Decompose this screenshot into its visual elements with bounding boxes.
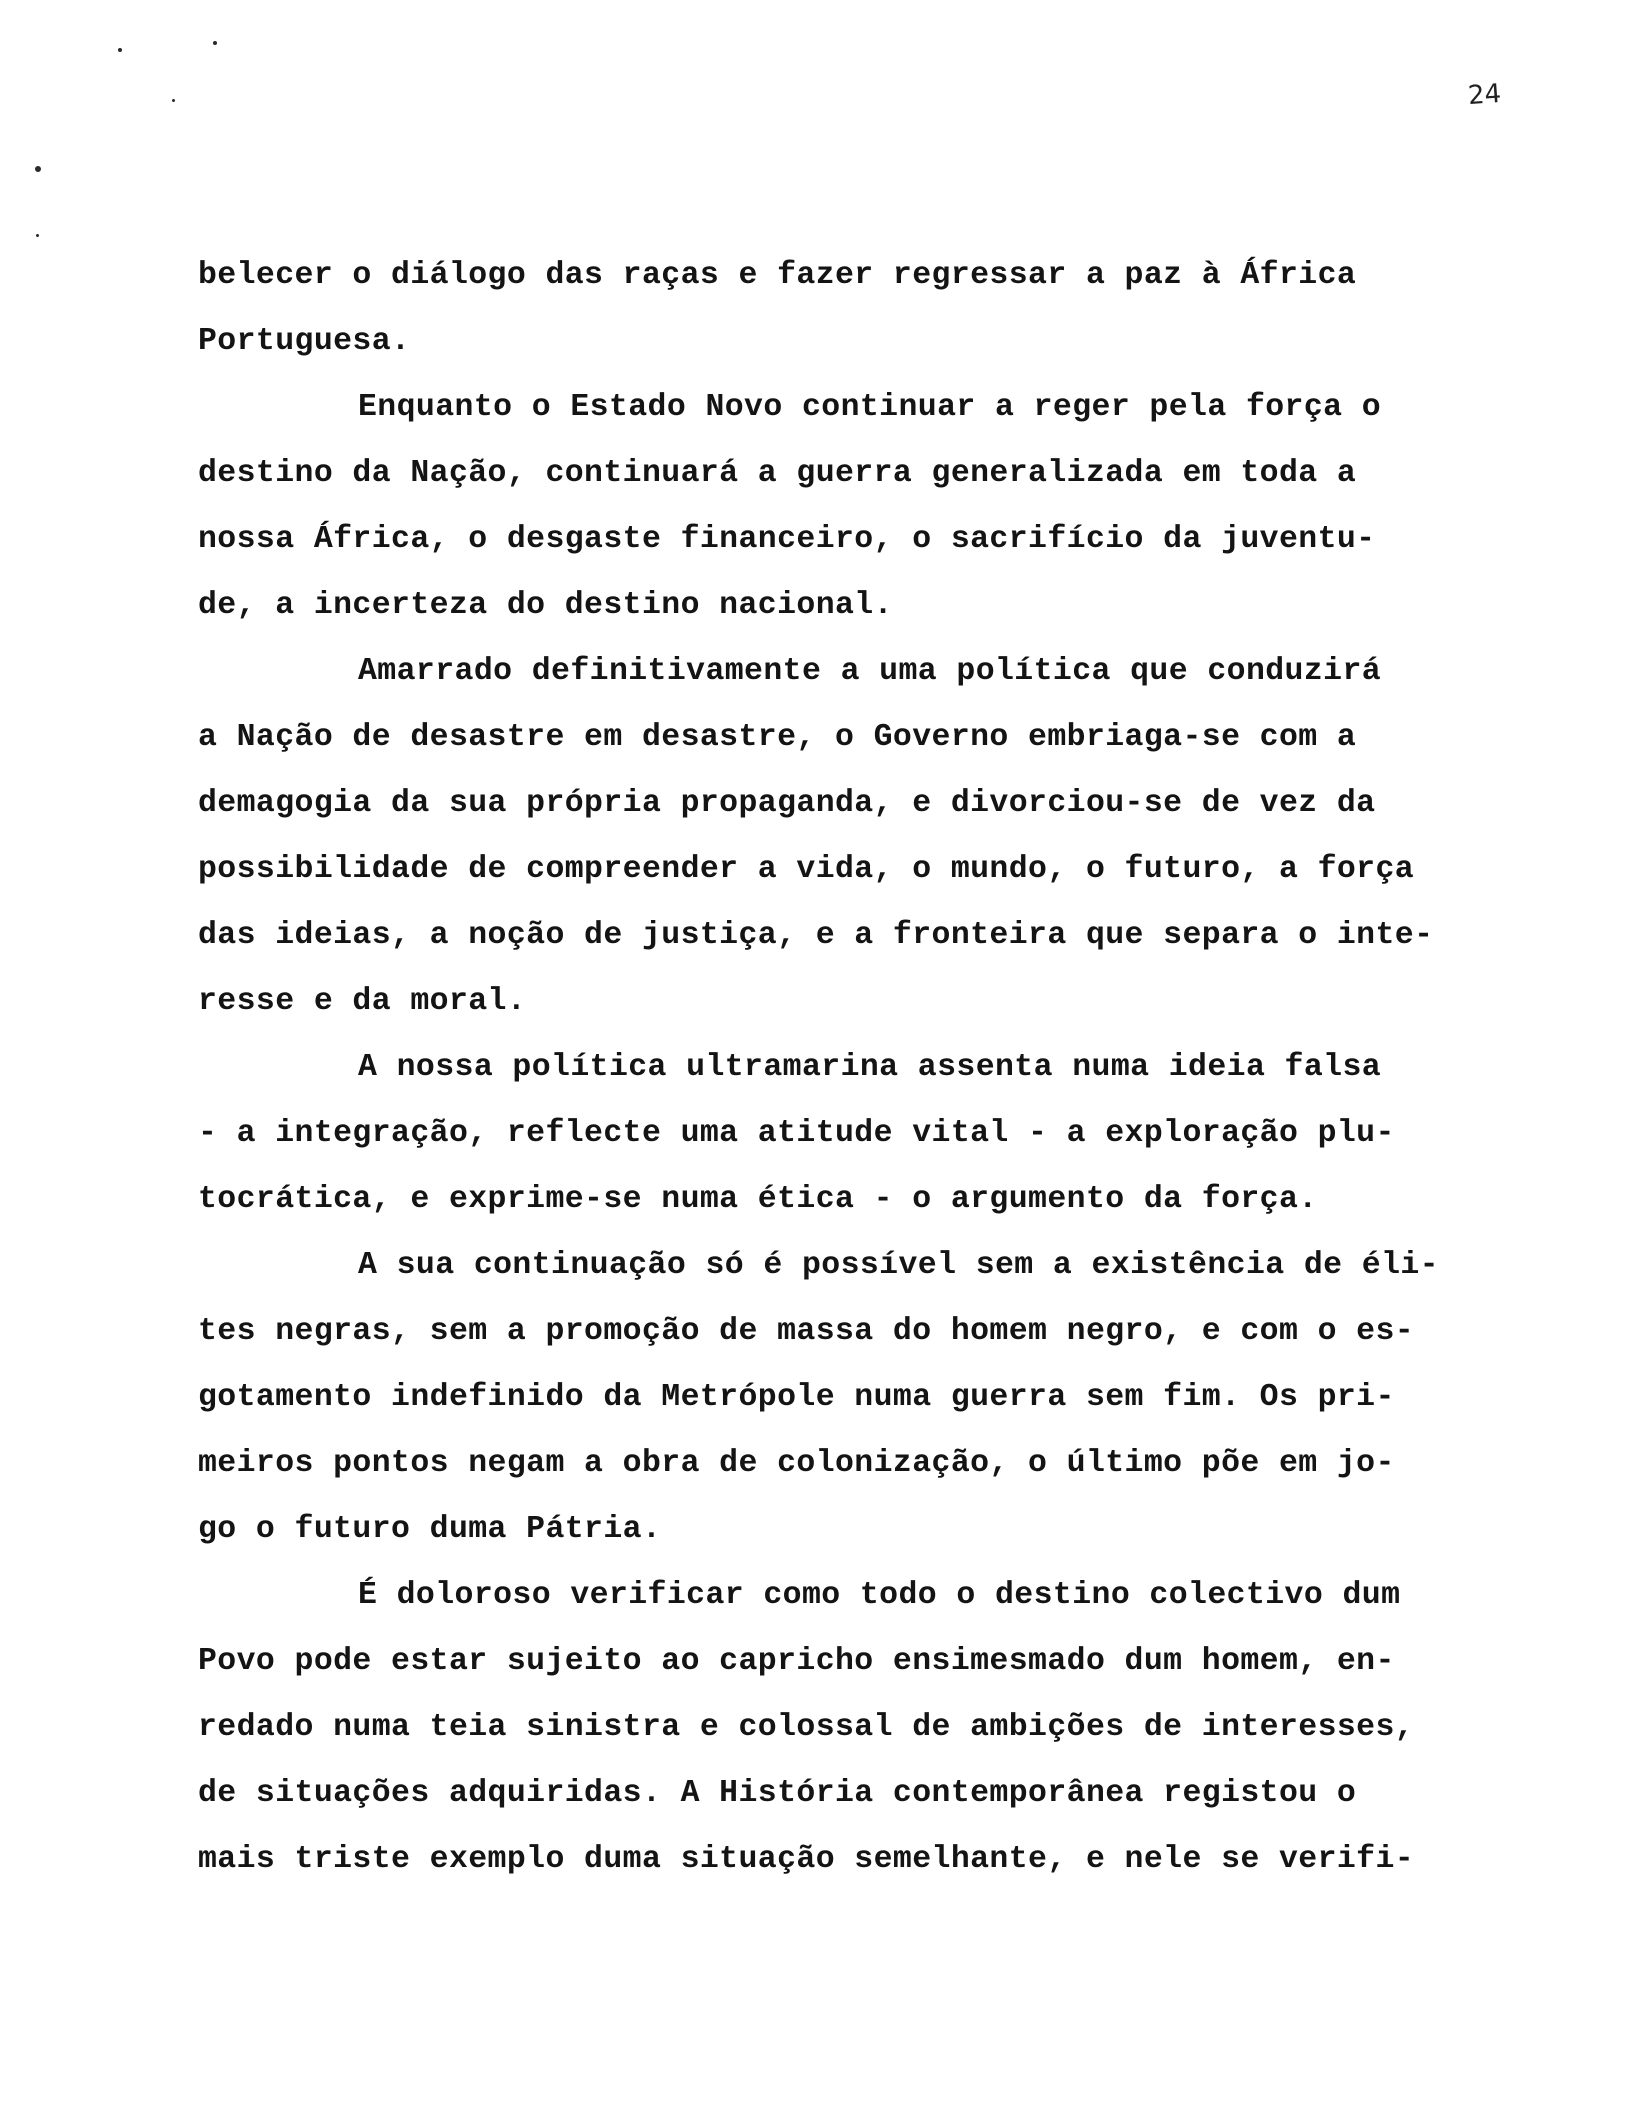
text-line: Povo pode estar sujeito ao capricho ensimesmado dum homem, en- <box>198 1644 1395 1679</box>
text-line: destino da Nação, continuará a guerra generalizada em toda a <box>198 456 1357 491</box>
text-line: de situações adquiridas. A História contemporânea registou o <box>198 1776 1357 1811</box>
text-line: possibilidade de compreender a vida, o mundo, o futuro, a força <box>198 852 1415 887</box>
ink-speck <box>36 234 39 237</box>
ink-speck <box>35 166 41 172</box>
page-number: 24 <box>1466 78 1503 112</box>
body-text <box>198 243 1498 1893</box>
paragraph-start-line: Amarrado definitivamente a uma política que conduzirá <box>358 654 1382 689</box>
text-line: meiros pontos negam a obra de colonização, o último põe em jo- <box>198 1446 1395 1481</box>
text-line: Portuguesa. <box>198 324 411 359</box>
text-line: demagogia da sua própria propaganda, e divorciou-se de vez da <box>198 786 1376 821</box>
text-line: resse e da moral. <box>198 984 527 1019</box>
ink-speck <box>213 41 217 45</box>
text-line: - a integração, reflecte uma atitude vital - a exploração plu- <box>198 1116 1395 1151</box>
text-line: go o futuro duma Pátria. <box>198 1512 662 1547</box>
text-line: nossa África, o desgaste financeiro, o sacrifício da juventu- <box>198 522 1376 557</box>
text-line: das ideias, a noção de justiça, e a fronteira que separa o inte- <box>198 918 1434 953</box>
text-line: redado numa teia sinistra e colossal de ambições de interesses, <box>198 1710 1415 1745</box>
text-line: de, a incerteza do destino nacional. <box>198 588 893 623</box>
ink-speck <box>118 48 122 52</box>
ink-speck <box>172 99 175 102</box>
text-line: belecer o diálogo das raças e fazer regressar a paz à África <box>198 258 1357 293</box>
paragraph-start-line: A nossa política ultramarina assenta numa ideia falsa <box>358 1050 1382 1085</box>
text-line: tocrática, e exprime-se numa ética - o argumento da força. <box>198 1182 1318 1217</box>
paragraph-start-line: É doloroso verificar como todo o destino colectivo dum <box>358 1578 1401 1613</box>
text-line: mais triste exemplo duma situação semelhante, e nele se verifi- <box>198 1842 1415 1877</box>
text-line: tes negras, sem a promoção de massa do homem negro, e com o es- <box>198 1314 1415 1349</box>
text-line: a Nação de desastre em desastre, o Governo embriaga-se com a <box>198 720 1357 755</box>
text-line: gotamento indefinido da Metrópole numa guerra sem fim. Os pri- <box>198 1380 1395 1415</box>
paragraph-start-line: Enquanto o Estado Novo continuar a reger pela força o <box>358 390 1382 425</box>
paragraph-start-line: A sua continuação só é possível sem a existência de éli- <box>358 1248 1439 1283</box>
